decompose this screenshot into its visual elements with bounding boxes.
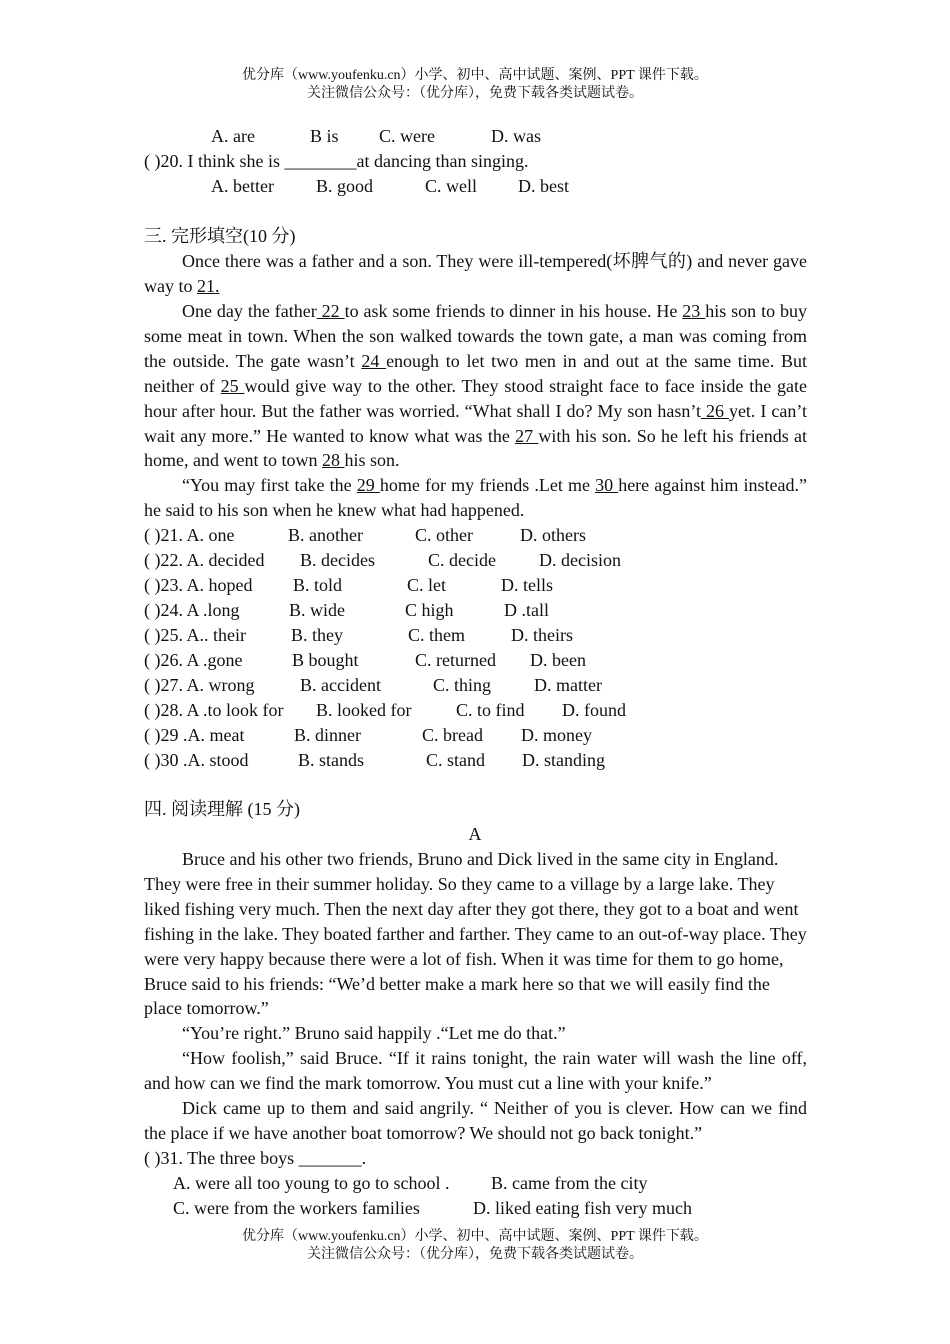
cloze-section-title: 三. 完形填空(10 分) xyxy=(144,226,296,246)
passage-label: A xyxy=(468,824,482,844)
q19-option-a: A. are xyxy=(211,126,255,146)
q20-option-a: A. better xyxy=(211,176,274,196)
q31-option-c: C. were from the workers families xyxy=(173,1198,420,1218)
question-stem: ( )30 .A. stood xyxy=(144,750,249,770)
page-footer xyxy=(0,1228,950,1264)
question-stem: ( )28. A .to look for xyxy=(144,700,284,720)
question-stem: ( )24. A .long xyxy=(144,600,240,620)
cloze-paragraph-2: One day the father 22 to ask some friends to dinner in his house. He 23 his son to buy some meat in town. When the son walked towards the town gate, a man was coming from the outside. The gate wasn’t 24 enough to let two men in and out at the same time. But neither of 25 would give way to the other. They stood straight face to face inside the gate hour after hour. But the father was worried. “What shall I do? My son hasn’t 26 yet. I can’t wait any more.” He wanted to know what was the 27 with his son. So he left his friends at home, and went to town 28 his son. xyxy=(144,301,808,471)
option-b: B bought xyxy=(292,650,359,670)
reading-paragraph-4: Dick came up to them and said angrily. “ Neither of you is clever. How can we find the place if we have another boat tomorrow? We should not go back tonight.” xyxy=(144,1098,807,1143)
option-d: D. decision xyxy=(539,550,621,570)
reading-paragraph-3: “How foolish,” said Bruce. “If it rains tonight, the rain water will wash the line off, and how can we find the mark tomorrow. You must cut a line with your knife.” xyxy=(144,1048,807,1093)
option-d: D. others xyxy=(520,525,586,545)
q31-stem: ( )31. The three boys _______. xyxy=(144,1148,367,1168)
question-stem: ( )29 .A. meat xyxy=(144,725,245,745)
page-header xyxy=(0,67,950,103)
reading-section-title: 四. 阅读理解 (15 分) xyxy=(144,799,300,819)
q19-option-b: B is xyxy=(310,126,339,146)
option-b: B. told xyxy=(293,575,343,595)
q31-option-b: B. came from the city xyxy=(491,1173,648,1193)
option-d: D. tells xyxy=(501,575,553,595)
option-b: B. looked for xyxy=(316,700,412,720)
option-b: B. another xyxy=(288,525,363,545)
q20-option-d: D. best xyxy=(518,176,569,196)
reading-paragraph-1: Bruce and his other two friends, Bruno and Dick lived in the same city in England. They were free in their summer holiday. So they came to a village by a large lake. They liked fishing very much. Then the next day after they got there, they got to a boat and went fishing in the lake. They boated farther and farther. They came to an out-of-way place. They were very happy because there were a lot of fish. When it was time for them to go home, Bruce said to his friends: “We’d better make a mark here so that we will easily find the place tomorrow.” xyxy=(144,849,807,1019)
q20-option-b: B. good xyxy=(316,176,374,196)
option-b: B. wide xyxy=(289,600,345,620)
option-d: D. found xyxy=(562,700,626,720)
option-b: B. dinner xyxy=(294,725,361,745)
question-stem: ( )22. A. decided xyxy=(144,550,265,570)
option-c: C. them xyxy=(408,625,465,645)
option-d: D. matter xyxy=(534,675,602,695)
option-c: C. bread xyxy=(422,725,483,745)
option-d: D. standing xyxy=(522,750,605,770)
option-d: D. been xyxy=(530,650,586,670)
q19-option-c: C. were xyxy=(379,126,435,146)
option-b: B. they xyxy=(291,625,343,645)
option-c: C. returned xyxy=(415,650,496,670)
q20-stem: ( )20. I think she is ________at dancing than singing. xyxy=(144,151,529,171)
q31-option-d: D. liked eating fish very much xyxy=(473,1198,692,1218)
option-c: C. decide xyxy=(428,550,496,570)
option-b: B. accident xyxy=(300,675,381,695)
question-stem: ( )26. A .gone xyxy=(144,650,243,670)
footer-line-2: 关注微信公众号：（优分库），免费下载各类试题试卷。 xyxy=(307,1247,643,1262)
option-b: B. stands xyxy=(298,750,365,770)
option-c: C. let xyxy=(407,575,446,595)
option-c: C. thing xyxy=(433,675,492,695)
footer-line-1: 优分库（www.youfenku.cn）小学、初中、高中试题、案例、PPT 课件下载。 xyxy=(242,1229,708,1244)
q20-option-c: C. well xyxy=(425,176,477,196)
header-line-1: 优分库（www.youfenku.cn）小学、初中、高中试题、案例、PPT 课件下载。 xyxy=(242,68,708,83)
q31-option-a: A. were all too young to go to school . xyxy=(173,1173,450,1193)
reading-paragraph-2: “You’re right.” Bruno said happily .“Let me do that.” xyxy=(182,1023,566,1043)
option-d: D. money xyxy=(521,725,592,745)
cloze-paragraph-1: Once there was a father and a son. They were ill-tempered(坏脾气的) and never gave way to 21. xyxy=(144,251,807,296)
question-stem: ( )25. A.. their xyxy=(144,625,246,645)
option-c: C. other xyxy=(415,525,473,545)
option-c: C high xyxy=(405,600,454,620)
question-stem: ( )27. A. wrong xyxy=(144,675,255,695)
cloze-paragraph-3: “You may first take the 29 home for my friends .Let me 30 here against him instead.” he said to his son when he knew what had happened. xyxy=(144,475,807,520)
option-c: C. stand xyxy=(426,750,486,770)
q19-option-d: D. was xyxy=(491,126,541,146)
question-stem: ( )21. A. one xyxy=(144,525,235,545)
question-stem: ( )23. A. hoped xyxy=(144,575,253,595)
header-line-2: 关注微信公众号：（优分库），免费下载各类试题试卷。 xyxy=(307,86,643,101)
option-d: D .tall xyxy=(504,600,549,620)
option-d: D. theirs xyxy=(511,625,573,645)
option-b: B. decides xyxy=(300,550,375,570)
option-c: C. to find xyxy=(456,700,525,720)
